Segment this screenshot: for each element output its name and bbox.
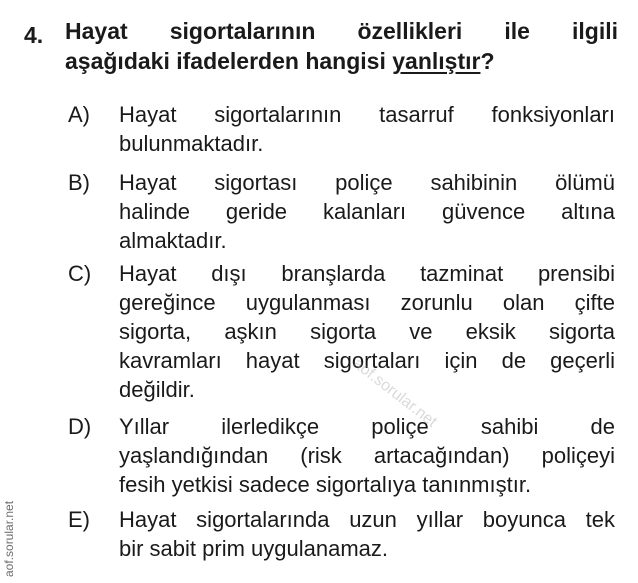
option-b-line-3: almaktadır.	[119, 228, 227, 253]
option-e-text	[119, 505, 615, 563]
question-line-1: Hayat sigortalarının özellikleri ile ilgili	[65, 18, 618, 44]
option-d-line-1: Yıllar ilerledikçe poliçe sahibi de	[119, 414, 615, 439]
question-emphasis: yanlıştır	[392, 48, 481, 74]
option-b-letter: B)	[68, 170, 90, 195]
option-c-line-4: kavramları hayat sigortaları için de geçerli	[119, 348, 615, 373]
option-c-line-1: Hayat dışı branşlarda tazminat prensibi	[119, 261, 615, 286]
option-b-text	[119, 168, 615, 255]
option-d-text	[119, 412, 615, 499]
option-a-text	[119, 100, 615, 158]
question-number: 4.	[24, 22, 44, 48]
option-e-letter: E)	[68, 507, 90, 532]
option-b-line-1: Hayat sigortası poliçe sahibinin ölümü	[119, 170, 615, 195]
option-c-letter: C)	[68, 261, 92, 286]
option-c-line-3: sigorta, aşkın sigorta ve eksik sigorta	[119, 319, 615, 344]
option-d-line-2: yaşlandığından (risk artacağından) poliçeyi	[119, 443, 615, 468]
option-a-line-1: Hayat sigortalarının tasarruf fonksiyonları	[119, 102, 615, 127]
option-d-line-3: fesih yetkisi sadece sigortalıya tanınmıştır.	[119, 472, 532, 497]
option-e-line-1: Hayat sigortalarında uzun yıllar boyunca tek	[119, 507, 615, 532]
option-d-letter: D)	[68, 414, 92, 439]
question-mark: ?	[480, 48, 495, 74]
option-b-line-2: halinde geride kalanları güvence altına	[119, 199, 615, 224]
option-e-line-2: bir sabit prim uygulanamaz.	[119, 536, 389, 561]
option-c-line-2: gereğince uygulanması zorunlu olan çifte	[119, 290, 615, 315]
option-a-letter: A)	[68, 102, 90, 127]
question-line-2-text: aşağıdaki ifadelerden hangisi	[65, 48, 386, 74]
diagonal-watermark: aof.sorular.net	[349, 355, 440, 431]
question-line-2	[65, 46, 618, 76]
question-stem	[65, 16, 618, 76]
option-a-line-2: bulunmaktadır.	[119, 131, 264, 156]
option-c-line-5: değildir.	[119, 377, 195, 402]
side-watermark: aof.sorular.net	[2, 500, 16, 577]
